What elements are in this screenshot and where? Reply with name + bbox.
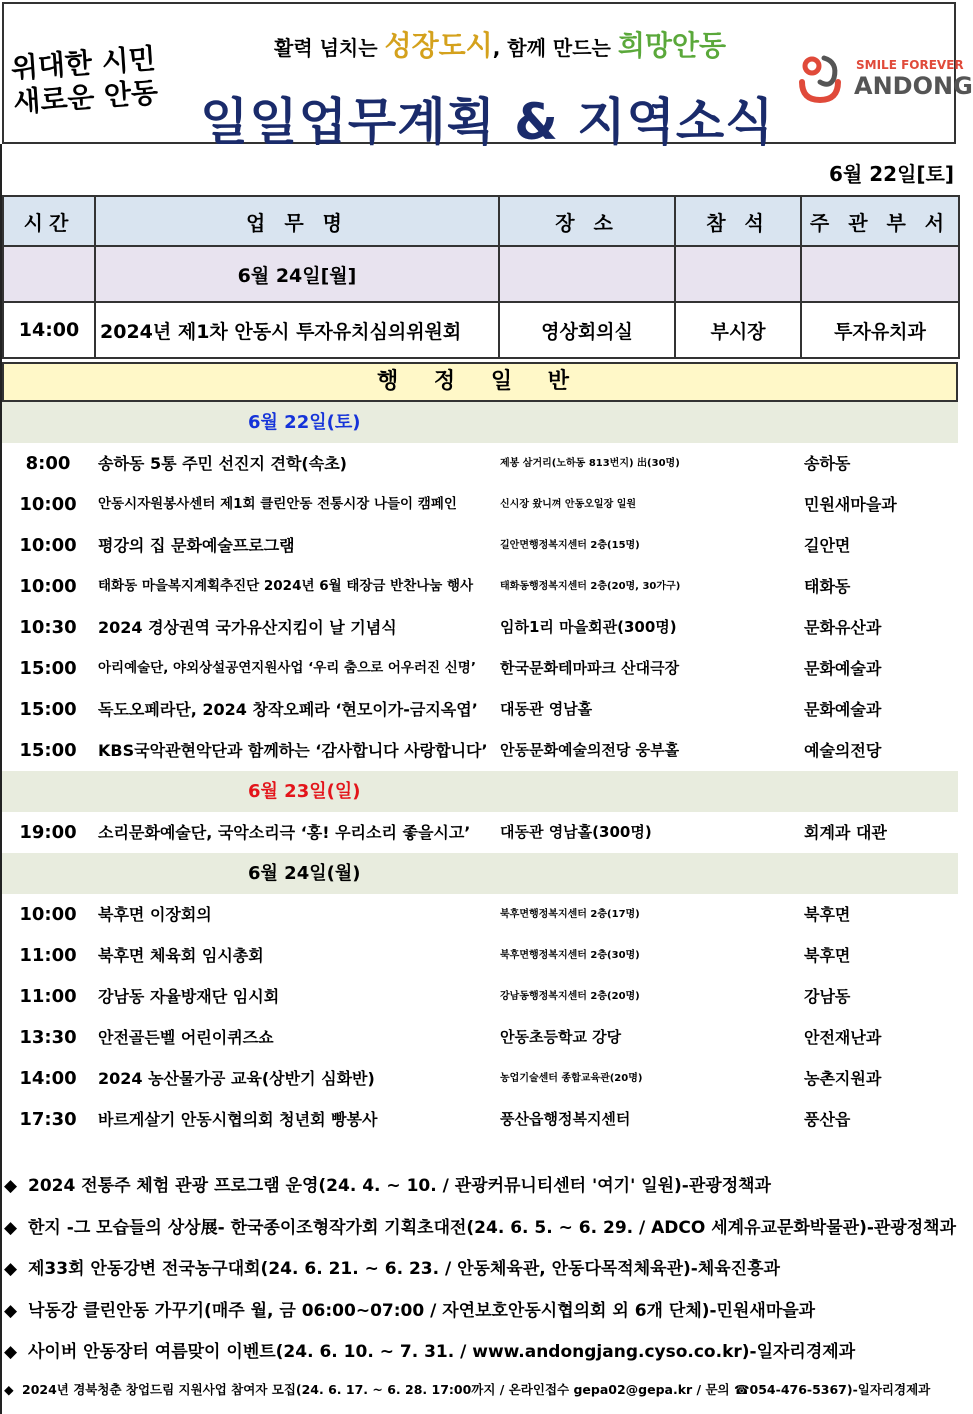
notice-item: [4, 1249, 954, 1291]
row-place: 안동초등학교 강당: [500, 1028, 622, 1046]
row-dept: 길안면: [804, 536, 851, 555]
col-place: 장 소: [499, 196, 675, 246]
brand-name: ANDONG: [854, 72, 973, 100]
brand-tagline: SMILE FOREVER: [856, 58, 964, 72]
slogan-pre: 활력 넘치는: [274, 36, 385, 60]
schedule-row: [2, 484, 958, 525]
row-time: 8:00: [25, 453, 71, 474]
schedule-row: [2, 689, 958, 730]
bullet-icon: ◆: [4, 1259, 18, 1279]
row-task: 태화동 마을복지계획추진단 2024년 6월 태장금 반찬나눔 행사: [98, 578, 474, 594]
schedule-date: 6월 24일[월]: [95, 246, 499, 302]
schedule-row: [2, 1058, 958, 1099]
row-task: KBS국악관현악단과 함께하는 ‘감사합니다 사랑합니다’: [98, 741, 488, 760]
event-dept: 투자유치과: [801, 302, 959, 358]
row-task: 평강의 집 문화예술프로그램: [98, 536, 295, 555]
row-task: 2024 경상권역 국가유산지킴이 날 기념식: [98, 618, 397, 637]
row-time: 17:30: [19, 1109, 77, 1130]
row-task: 안전골든벨 어린이퀴즈쇼: [98, 1028, 274, 1047]
schedule-row: [2, 1099, 958, 1140]
slogan-growth: 성장도시: [384, 29, 493, 62]
schedule-row: [2, 648, 958, 689]
schedule-table: [2, 195, 960, 359]
slogan: [274, 24, 726, 64]
schedule-row: [2, 894, 958, 935]
slogan-hope: 희망안동: [617, 29, 727, 62]
row-task: 독도오페라단, 2024 창작오페라 ‘현모이가-금지옥엽’: [98, 700, 478, 719]
row-place: 농업기술센터 종합교육관(20명): [500, 1073, 643, 1084]
current-date: 6월 22일[토]: [829, 162, 954, 186]
bullet-icon: ◆: [4, 1342, 18, 1362]
day-header: 6월 23일(일): [2, 771, 958, 812]
row-dept: 송하동: [804, 454, 851, 473]
notice-item-small: [4, 1374, 954, 1406]
col-task: 업 무 명: [95, 196, 499, 246]
row-task: 안동시자원봉사센터 제1회 클린안동 전통시장 나들이 캠페인: [98, 496, 457, 512]
row-time: 11:00: [19, 986, 77, 1007]
row-place: 안동문화예술의전당 웅부홀: [500, 741, 680, 759]
row-task: 소리문화예술단, 국악소리극 ‘홍! 우리소리 좋을시고’: [98, 823, 471, 842]
row-dept: 안전재난과: [804, 1028, 882, 1047]
empty-cell: [675, 246, 801, 302]
row-place: 북후면행정복지센터 2층(30명): [500, 950, 640, 961]
col-attendee: 참 석: [675, 196, 801, 246]
row-dept: 농촌지원과: [804, 1069, 882, 1088]
row-dept: 강남동: [804, 987, 851, 1006]
empty-cell: [801, 246, 959, 302]
event-time: 14:00: [3, 302, 95, 358]
row-place: 임하1리 마을회관(300명): [500, 618, 677, 636]
row-time: 15:00: [19, 740, 77, 761]
row-dept: 풍산읍: [804, 1110, 851, 1129]
notice-text: 2024 전통주 체험 관광 프로그램 운영(24. 4. ~ 10. / 관광커뮤니티센터 '여기' 일원)-관광정책과: [28, 1176, 771, 1196]
row-time: 15:00: [19, 658, 77, 679]
row-dept: 문화유산과: [804, 618, 882, 637]
col-time: 시간: [3, 196, 95, 246]
logo-line-2: 새로운 안동: [12, 75, 160, 119]
row-time: 11:00: [19, 945, 77, 966]
row-place: 태화동행정복지센터 2층(20명, 30가구): [500, 581, 681, 592]
row-task: 바르게살기 안동시협의회 청년회 빵봉사: [98, 1110, 378, 1129]
row-dept: 문화예술과: [804, 700, 882, 719]
row-dept: 예술의전당: [804, 741, 882, 760]
row-time: 10:00: [19, 904, 77, 925]
schedule-event-row: [3, 302, 959, 358]
daily-schedule-list: [2, 402, 958, 1140]
row-place: 대동관 영남홀: [500, 700, 593, 718]
row-time: 15:00: [19, 699, 77, 720]
notice-list: [4, 1166, 954, 1406]
brand-logo: [794, 52, 973, 112]
schedule-date-row: [3, 246, 959, 302]
notice-item: [4, 1166, 954, 1208]
bullet-icon: ◆: [4, 1300, 18, 1321]
row-place: 제봉 삼거리(노하동 813번지) 出(30명): [500, 458, 680, 469]
row-task: 아리예술단, 야외상설공연지원사업 ‘우리 춤으로 어우러진 신명’: [98, 660, 476, 676]
bullet-icon: ◆: [4, 1381, 14, 1397]
schedule-row: [2, 443, 958, 484]
schedule-row: [2, 976, 958, 1017]
row-time: 19:00: [19, 822, 77, 843]
notice-text: 사이버 안동장터 여름맞이 이벤트(24. 6. 10. ~ 7. 31. / www.andongjang.cyso.co.kr)-일자리경제과: [28, 1342, 856, 1362]
event-task: 2024년 제1차 안동시 투자유치심의위원회: [95, 302, 499, 358]
schedule-row: [2, 935, 958, 976]
empty-cell: [499, 246, 675, 302]
row-dept: 문화예술과: [804, 659, 882, 678]
event-attendee: 부시장: [675, 302, 801, 358]
row-place: 신시장 왔니껴 안동오일장 일원: [500, 499, 637, 510]
schedule-row: [2, 525, 958, 566]
notice-text: 2024년 경북청춘 창업드림 지원사업 참여자 모집(24. 6. 17. ~ 6. 28. 17:00까지 / 온라인접수 gepa02@gepa.kr / 문의 ☎054-476-5367)-일자리경제과: [22, 1381, 931, 1397]
row-time: 14:00: [19, 1068, 77, 1089]
bullet-icon: ◆: [4, 1217, 18, 1238]
event-place: 영상회의실: [499, 302, 675, 358]
schedule-row: [2, 730, 958, 771]
schedule-header-row: [3, 196, 959, 246]
row-place: 풍산읍행정복지센터: [500, 1110, 631, 1128]
notice-item: [4, 1332, 954, 1374]
row-place: 강남동행정복지센터 2층(20명): [500, 991, 640, 1002]
col-dept: 주 관 부 서: [801, 196, 959, 246]
empty-cell: [3, 246, 95, 302]
row-task: 북후면 체육회 임시총회: [98, 946, 264, 965]
row-place: 대동관 영남홀(300명): [500, 823, 652, 841]
row-dept: 태화동: [804, 577, 851, 596]
row-task: 강남동 자율방재단 임시회: [98, 987, 280, 1006]
notice-item: [4, 1291, 954, 1333]
row-place: 북후면행정복지센터 2층(17명): [500, 909, 640, 920]
row-dept: 북후면: [804, 905, 851, 924]
row-dept: 회계과 대관: [804, 823, 887, 842]
page-header: [2, 2, 973, 151]
row-time: 10:30: [19, 617, 77, 638]
row-time: 13:30: [19, 1027, 77, 1048]
city-slogan-logo: [10, 40, 184, 120]
smile-logo-icon: [794, 52, 846, 104]
day-header: 6월 24일(월): [2, 853, 958, 894]
row-task: 북후면 이장회의: [98, 905, 212, 924]
row-dept: 민원새마을과: [804, 495, 897, 514]
logo-line-1: 위대한 시민: [9, 41, 157, 85]
notice-text: 제33회 안동강변 전국농구대회(24. 6. 21. ~ 6. 23. / 안동체육관, 안동다목적체육관)-체육진흥과: [28, 1259, 780, 1279]
day-header: 6월 22일(토): [2, 402, 958, 443]
slogan-mid: , 함께 만드는: [492, 36, 618, 60]
row-place: 한국문화테마파크 산대극장: [500, 659, 680, 677]
schedule-row: [2, 566, 958, 607]
row-task: 2024 농산물가공 교육(상반기 심화반): [98, 1069, 375, 1088]
admin-section-title: 행 정 일 반: [2, 362, 958, 402]
notice-text: 낙동강 클린안동 가꾸기(매주 월, 금 06:00~07:00 / 자연보호안동시협의회 외 6개 단체)-민원새마을과: [28, 1300, 816, 1321]
notice-item: [4, 1208, 954, 1250]
row-time: 10:00: [19, 494, 77, 515]
schedule-row: [2, 607, 958, 648]
page-title: 일일업무계획 & 지역소식: [200, 93, 775, 151]
row-time: 10:00: [19, 535, 77, 556]
bullet-icon: ◆: [4, 1176, 18, 1196]
row-dept: 북후면: [804, 946, 851, 965]
row-place: 길안면행정복지센터 2층(15명): [500, 540, 640, 551]
schedule-row: [2, 812, 958, 853]
row-task: 송하동 5통 주민 선진지 견학(속초): [98, 454, 347, 473]
notice-text: 한지 -그 모습들의 상상展- 한국종이조형작가회 기획초대전(24. 6. 5. ~ 6. 29. / ADCO 세계유교문화박물관)-관광정책과: [28, 1217, 956, 1238]
schedule-row: [2, 1017, 958, 1058]
row-time: 10:00: [19, 576, 77, 597]
